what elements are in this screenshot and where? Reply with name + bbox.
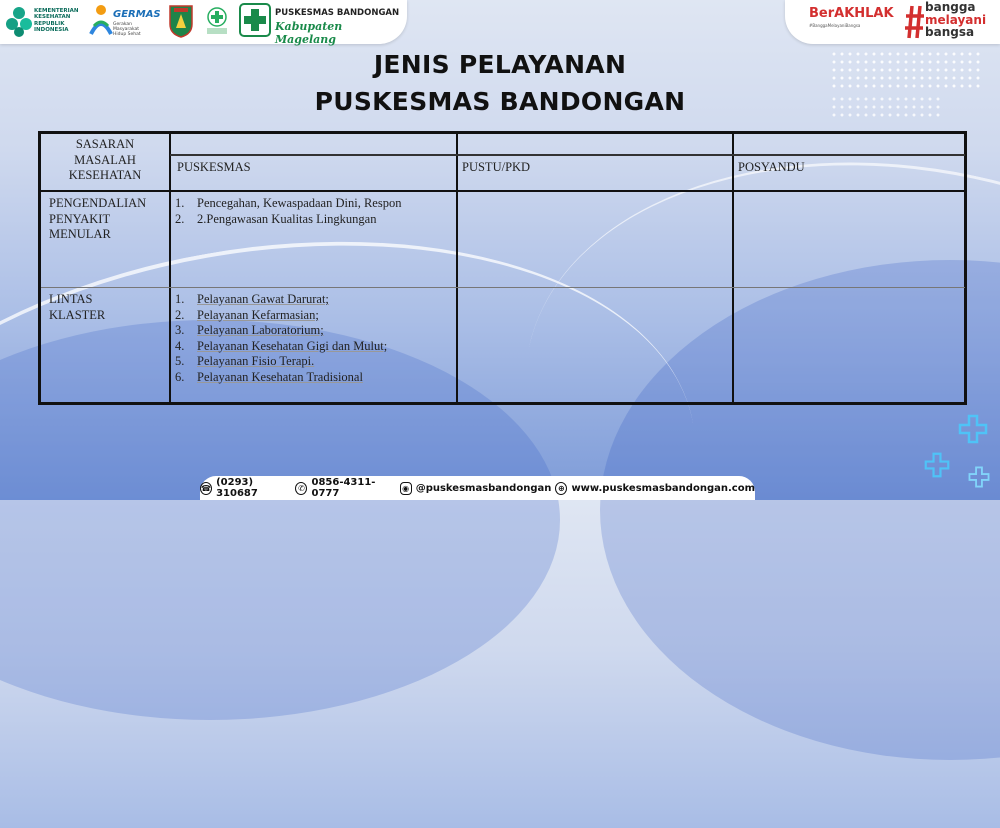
- phone-icon: ☎: [201, 483, 212, 493]
- germas-text: GERMAS: [113, 9, 161, 20]
- berakhlak-subtext: #BanggaMelayaniBangsa: [809, 23, 861, 28]
- bangga-melayani-bangsa: [925, 1, 986, 39]
- header-puskesmas: PUSKESMAS: [177, 160, 251, 174]
- list-text: Pelayanan Fisio Terapi.: [197, 354, 315, 368]
- medical-cross-icon: [958, 414, 988, 444]
- list-text: 2.Pengawasan Kualitas Lingkungan: [197, 211, 377, 226]
- contact-footer: [200, 476, 755, 500]
- services-table: [38, 131, 967, 405]
- row-label-line: MENULAR: [49, 227, 111, 241]
- list-number: 1.: [175, 196, 185, 210]
- row-divider: [41, 190, 965, 192]
- header-sasaran: [41, 137, 169, 184]
- column-divider: [456, 134, 458, 402]
- list-number: 1.: [175, 292, 185, 306]
- list-item: [175, 370, 455, 386]
- header-pustu-pkd: PUSTU/PKD: [462, 160, 531, 174]
- puskesmas-logo: [239, 3, 271, 37]
- list-item: [175, 212, 447, 228]
- melayani-word: melayani: [925, 12, 987, 27]
- kemenkes-text: KEMENTERIAN KESEHATAN REPUBLIK INDONESIA: [34, 8, 79, 33]
- medical-cross-icon: [924, 452, 950, 478]
- list-number: 2.: [175, 307, 185, 322]
- instagram-icon: ◉: [400, 482, 412, 495]
- list-text: Pencegahan, Kewaspadaan Dini, Respon: [197, 196, 402, 210]
- health-office-logo: [204, 6, 230, 36]
- list-number: 4.: [175, 338, 185, 353]
- list-number: 5.: [175, 354, 185, 368]
- row-label-line: PENGENDALIAN: [49, 196, 147, 210]
- list-item: [175, 354, 455, 370]
- logo-bar: [0, 0, 407, 44]
- berakhlak-logo: BerAKHLAK: [809, 6, 894, 21]
- list-item: [175, 339, 455, 355]
- hashtag-icon: [905, 4, 925, 40]
- medical-cross-icon: [968, 466, 990, 488]
- website-link[interactable]: www.puskesmasbandongan.com: [571, 482, 755, 494]
- instagram-handle[interactable]: @puskesmasbandongan: [415, 482, 552, 494]
- bangsa-word: bangsa: [925, 25, 975, 39]
- column-divider: [169, 134, 171, 402]
- bangga-word: bangga: [925, 0, 976, 14]
- globe-icon: ⊕: [555, 482, 567, 495]
- kemenkes-logo: [4, 5, 34, 37]
- list-text: Pelayanan Kesehatan Gigi dan Mulut;: [197, 338, 388, 353]
- row-label-line: PENYAKIT: [49, 211, 111, 226]
- whatsapp-icon: ✆: [295, 482, 307, 495]
- phone-number[interactable]: (0293) 310687: [216, 477, 258, 499]
- puskesmas-name: PUSKESMAS BANDONGAN: [275, 8, 400, 18]
- list-item: [175, 323, 455, 339]
- row-label-line: KLASTER: [49, 307, 106, 322]
- magelang-emblem: [168, 4, 194, 38]
- header-sasaran-line: MASALAH: [74, 152, 136, 167]
- list-number: 6.: [175, 369, 185, 384]
- column-divider: [732, 134, 734, 402]
- puskesmas-region: Kabupaten Magelang: [275, 20, 343, 46]
- list-text: Pelayanan Kesehatan Tradisional: [197, 369, 363, 384]
- list-item: [175, 308, 455, 324]
- header-posyandu: POSYANDU: [738, 160, 805, 174]
- list-text: Pelayanan Laboratorium;: [197, 323, 324, 337]
- header-sasaran-line: SASARAN: [75, 137, 135, 151]
- germas-logo: [88, 4, 114, 38]
- list-text: Pelayanan Gawat Darurat;: [197, 292, 329, 306]
- row-label-line: LINTAS: [49, 292, 93, 306]
- list-item: [175, 292, 455, 308]
- whatsapp-number[interactable]: 0856-4311-0777: [311, 477, 376, 499]
- germas-subtext: Gerakan Masyarakat Hidup Sehat: [113, 22, 141, 37]
- page-subtitle: PUSKESMAS BANDONGAN: [314, 87, 686, 116]
- header-sasaran-line: KESEHATAN: [68, 168, 142, 182]
- list-number: 2.: [175, 211, 185, 226]
- row-label-pengendalian: [49, 196, 146, 243]
- header-subline: [170, 154, 965, 156]
- puskesmas-service-list: [175, 196, 447, 227]
- berakhlak-bar: [785, 0, 1000, 44]
- puskesmas-service-list: [175, 292, 455, 385]
- page-title: JENIS PELAYANAN: [373, 50, 627, 79]
- row-label-lintas-klaster: [49, 292, 105, 323]
- list-text: Pelayanan Kefarmasian;: [197, 307, 319, 322]
- list-number: 3.: [175, 323, 185, 337]
- row-divider: [41, 287, 965, 288]
- list-item: [175, 196, 447, 212]
